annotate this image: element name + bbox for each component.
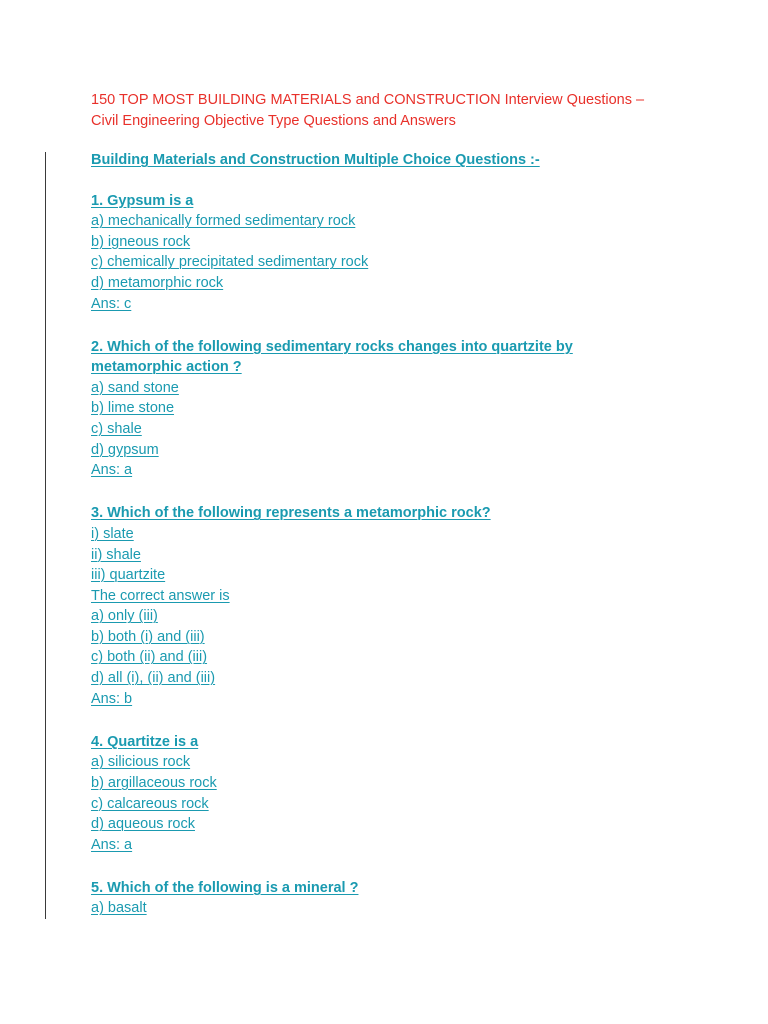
question-block-1 bbox=[91, 191, 731, 315]
heading-line-2: Civil Engineering Objective Type Questions and Answers bbox=[91, 113, 456, 129]
option-line[interactable]: b) both (i) and (iii) bbox=[91, 628, 205, 645]
page-heading bbox=[91, 90, 731, 132]
question-block-2 bbox=[91, 337, 731, 481]
option-line[interactable]: a) silicious rock bbox=[91, 754, 191, 771]
question-text[interactable]: metamorphic action ? bbox=[91, 359, 242, 376]
section-title[interactable]: Building Materials and Construction Multiple Choice Questions :- bbox=[91, 152, 540, 168]
spacer bbox=[91, 709, 731, 732]
option-line[interactable]: b) lime stone bbox=[91, 400, 175, 417]
option-line[interactable]: a) mechanically formed sedimentary rock bbox=[91, 213, 356, 230]
spacer bbox=[91, 855, 731, 878]
question-block-3 bbox=[91, 503, 731, 709]
question-text[interactable]: 3. Which of the following represents a metamorphic rock? bbox=[91, 505, 491, 522]
heading-line-1: 150 TOP MOST BUILDING MATERIALS and CONSTRUCTION Interview Questions – bbox=[91, 92, 645, 108]
option-line[interactable]: a) basalt bbox=[91, 900, 147, 917]
answer-line[interactable]: Ans: a bbox=[91, 462, 133, 479]
option-line[interactable]: c) both (ii) and (iii) bbox=[91, 649, 208, 666]
option-line[interactable]: d) metamorphic rock bbox=[91, 274, 224, 291]
question-block-4 bbox=[91, 732, 731, 856]
option-line[interactable]: i) slate bbox=[91, 525, 134, 542]
option-line[interactable]: d) aqueous rock bbox=[91, 816, 195, 833]
margin-rule bbox=[45, 152, 46, 919]
option-line[interactable]: iii) quartzite bbox=[91, 567, 166, 584]
option-line[interactable]: c) calcareous rock bbox=[91, 795, 209, 812]
question-text[interactable]: 4. Quartitze is a bbox=[91, 733, 199, 750]
option-line[interactable]: a) sand stone bbox=[91, 379, 179, 396]
option-line[interactable]: b) igneous rock bbox=[91, 233, 191, 250]
option-line[interactable]: a) only (iii) bbox=[91, 608, 158, 625]
option-line[interactable]: The correct answer is bbox=[91, 587, 230, 604]
option-line[interactable]: c) chemically precipitated sedimentary rock bbox=[91, 254, 369, 271]
answer-line[interactable]: Ans: a bbox=[91, 836, 133, 853]
spacer bbox=[91, 314, 731, 337]
question-text[interactable]: 2. Which of the following sedimentary rocks changes into quartzite by bbox=[91, 338, 573, 355]
spacer bbox=[91, 481, 731, 504]
mcq-content bbox=[91, 150, 731, 919]
option-line[interactable]: ii) shale bbox=[91, 546, 141, 563]
answer-line[interactable]: Ans: b bbox=[91, 690, 133, 707]
option-line[interactable]: c) shale bbox=[91, 421, 142, 438]
answer-line[interactable]: Ans: c bbox=[91, 295, 132, 312]
question-text[interactable]: 1. Gypsum is a bbox=[91, 192, 194, 209]
question-text[interactable]: 5. Which of the following is a mineral ? bbox=[91, 879, 359, 896]
option-line[interactable]: d) gypsum bbox=[91, 441, 159, 458]
question-block-5 bbox=[91, 878, 731, 919]
option-line[interactable]: d) all (i), (ii) and (iii) bbox=[91, 670, 216, 687]
option-line[interactable]: b) argillaceous rock bbox=[91, 774, 217, 791]
